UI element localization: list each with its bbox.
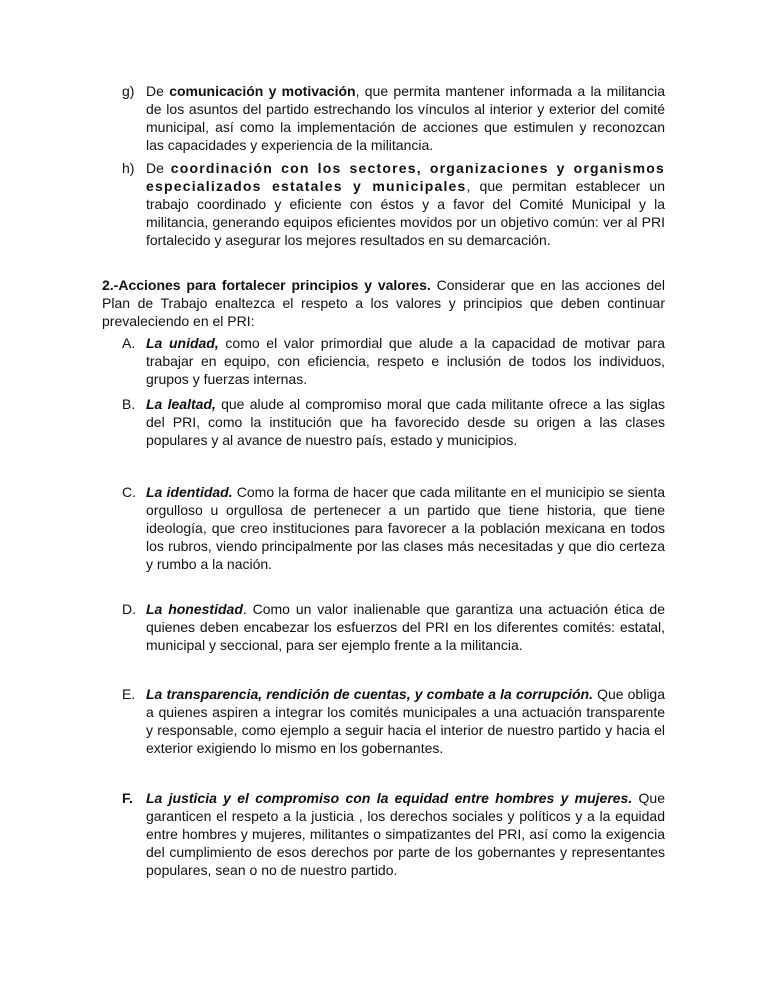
section-heading: 2.-Acciones para fortalecer principios y valores. [102,277,431,293]
value-item-f [122,789,665,879]
value-text: Como la forma de hacer que cada militante en el municipio se sienta orgulloso u orgullosa de pertenecer a un partido que tiene historia, que tiene ideología, que creo instituciones para favorecer a la población mexicana en todos los rubros, viendo principalmente por las clases más necesitadas y que dio certeza y rumbo a la nación. [146,484,665,572]
value-item-a [122,334,665,388]
list-item-body [146,395,665,449]
list-marker: E. [122,686,136,702]
list-item-g [122,82,665,154]
section-intro: Considerar que en las acciones del Plan de Trabajo enaltezca el respeto a los valores y principios que deben continuar prevaleciendo en el PRI: [102,277,665,329]
value-item-d [122,600,665,654]
value-title: La unidad, [146,335,219,351]
list-marker: A. [122,335,136,351]
value-text: Que garanticen el respeto a la justicia , los derechos sociales y políticos y a la equidad entre hombres y mujeres, militantes o simpatizantes del PRI, así como la exigencia del cumplimiento de esos derechos por parte de los gobernantes y representantes populares, sean o no de nuestro partido. [146,790,665,878]
value-item-c [122,483,665,573]
item-text: , que permita mantener informada a la militancia de los asuntos del partido estrechando los vínculos al interior y exterior del comité municipal, así como la implementación de acciones que estimulen y reconozcan las capacidades y experiencia de la militancia. [146,83,665,153]
list-item-body [146,685,665,757]
list-item-body [146,82,665,154]
section-2-paragraph [102,276,665,330]
value-text: . Como un valor inalienable que garantiza una actuación ética de quienes deben encabezar los esfuerzos del PRI en los diferentes comités: estatal, municipal y seccional, para ser ejemplo frente a la militancia. [146,601,665,653]
list-item-h [122,159,665,249]
list-item-body [146,600,665,654]
list-marker: g) [122,83,135,99]
list-marker: F. [122,790,133,806]
value-title: La honestidad [146,601,243,617]
list-item-body [146,789,665,879]
value-title: La identidad. [146,484,233,500]
item-strong-text: comunicación y motivación [169,83,356,99]
list-item-body [146,334,665,388]
list-marker: B. [122,396,136,412]
list-item-body [146,483,665,573]
value-text: que alude al compromiso moral que cada militante ofrece a las siglas del PRI, como la institución que ha favorecido desde su origen a las clases populares y al avance de nuestro país, estado y municipios. [146,396,665,448]
list-marker: h) [122,160,135,176]
value-title: La transparencia, rendición de cuentas, y combate a la corrupción. [146,686,593,702]
value-text: Que obliga a quienes aspiren a integrar los comités municipales a una actuación transparente y responsable, como ejemplo a seguir hacia el interior de nuestro partido y hacia el exterior exigiendo lo mismo en los gobernantes. [146,686,666,756]
item-text: , que permitan establecer un trabajo coordinado y eficiente con éstos y a favor del Comité Municipal y la militancia, generando equipos eficientes movidos por un objetivo común: ver al PRI fortalecido y asegurar los mejores resultados en su demarcación. [146,178,665,248]
value-item-b [122,395,665,449]
value-text: como el valor primordial que alude a la capacidad de motivar para trabajar en equipo, con eficiencia, respeto e inclusión de todos los individuos, grupos y fuerzas internas. [146,335,666,387]
list-marker: D. [122,601,136,617]
value-title: La justicia y el compromiso con la equidad entre hombres y mujeres. [146,790,633,806]
item-strong-text: coordinación con los sectores, organizaciones y organismos especializados estatales y municipales [146,160,665,194]
value-title: La lealtad, [146,396,216,412]
item-text: De [146,160,171,176]
list-item-body [146,159,665,249]
item-text: De [146,83,170,99]
list-marker: C. [122,484,136,500]
value-item-e [122,685,665,757]
